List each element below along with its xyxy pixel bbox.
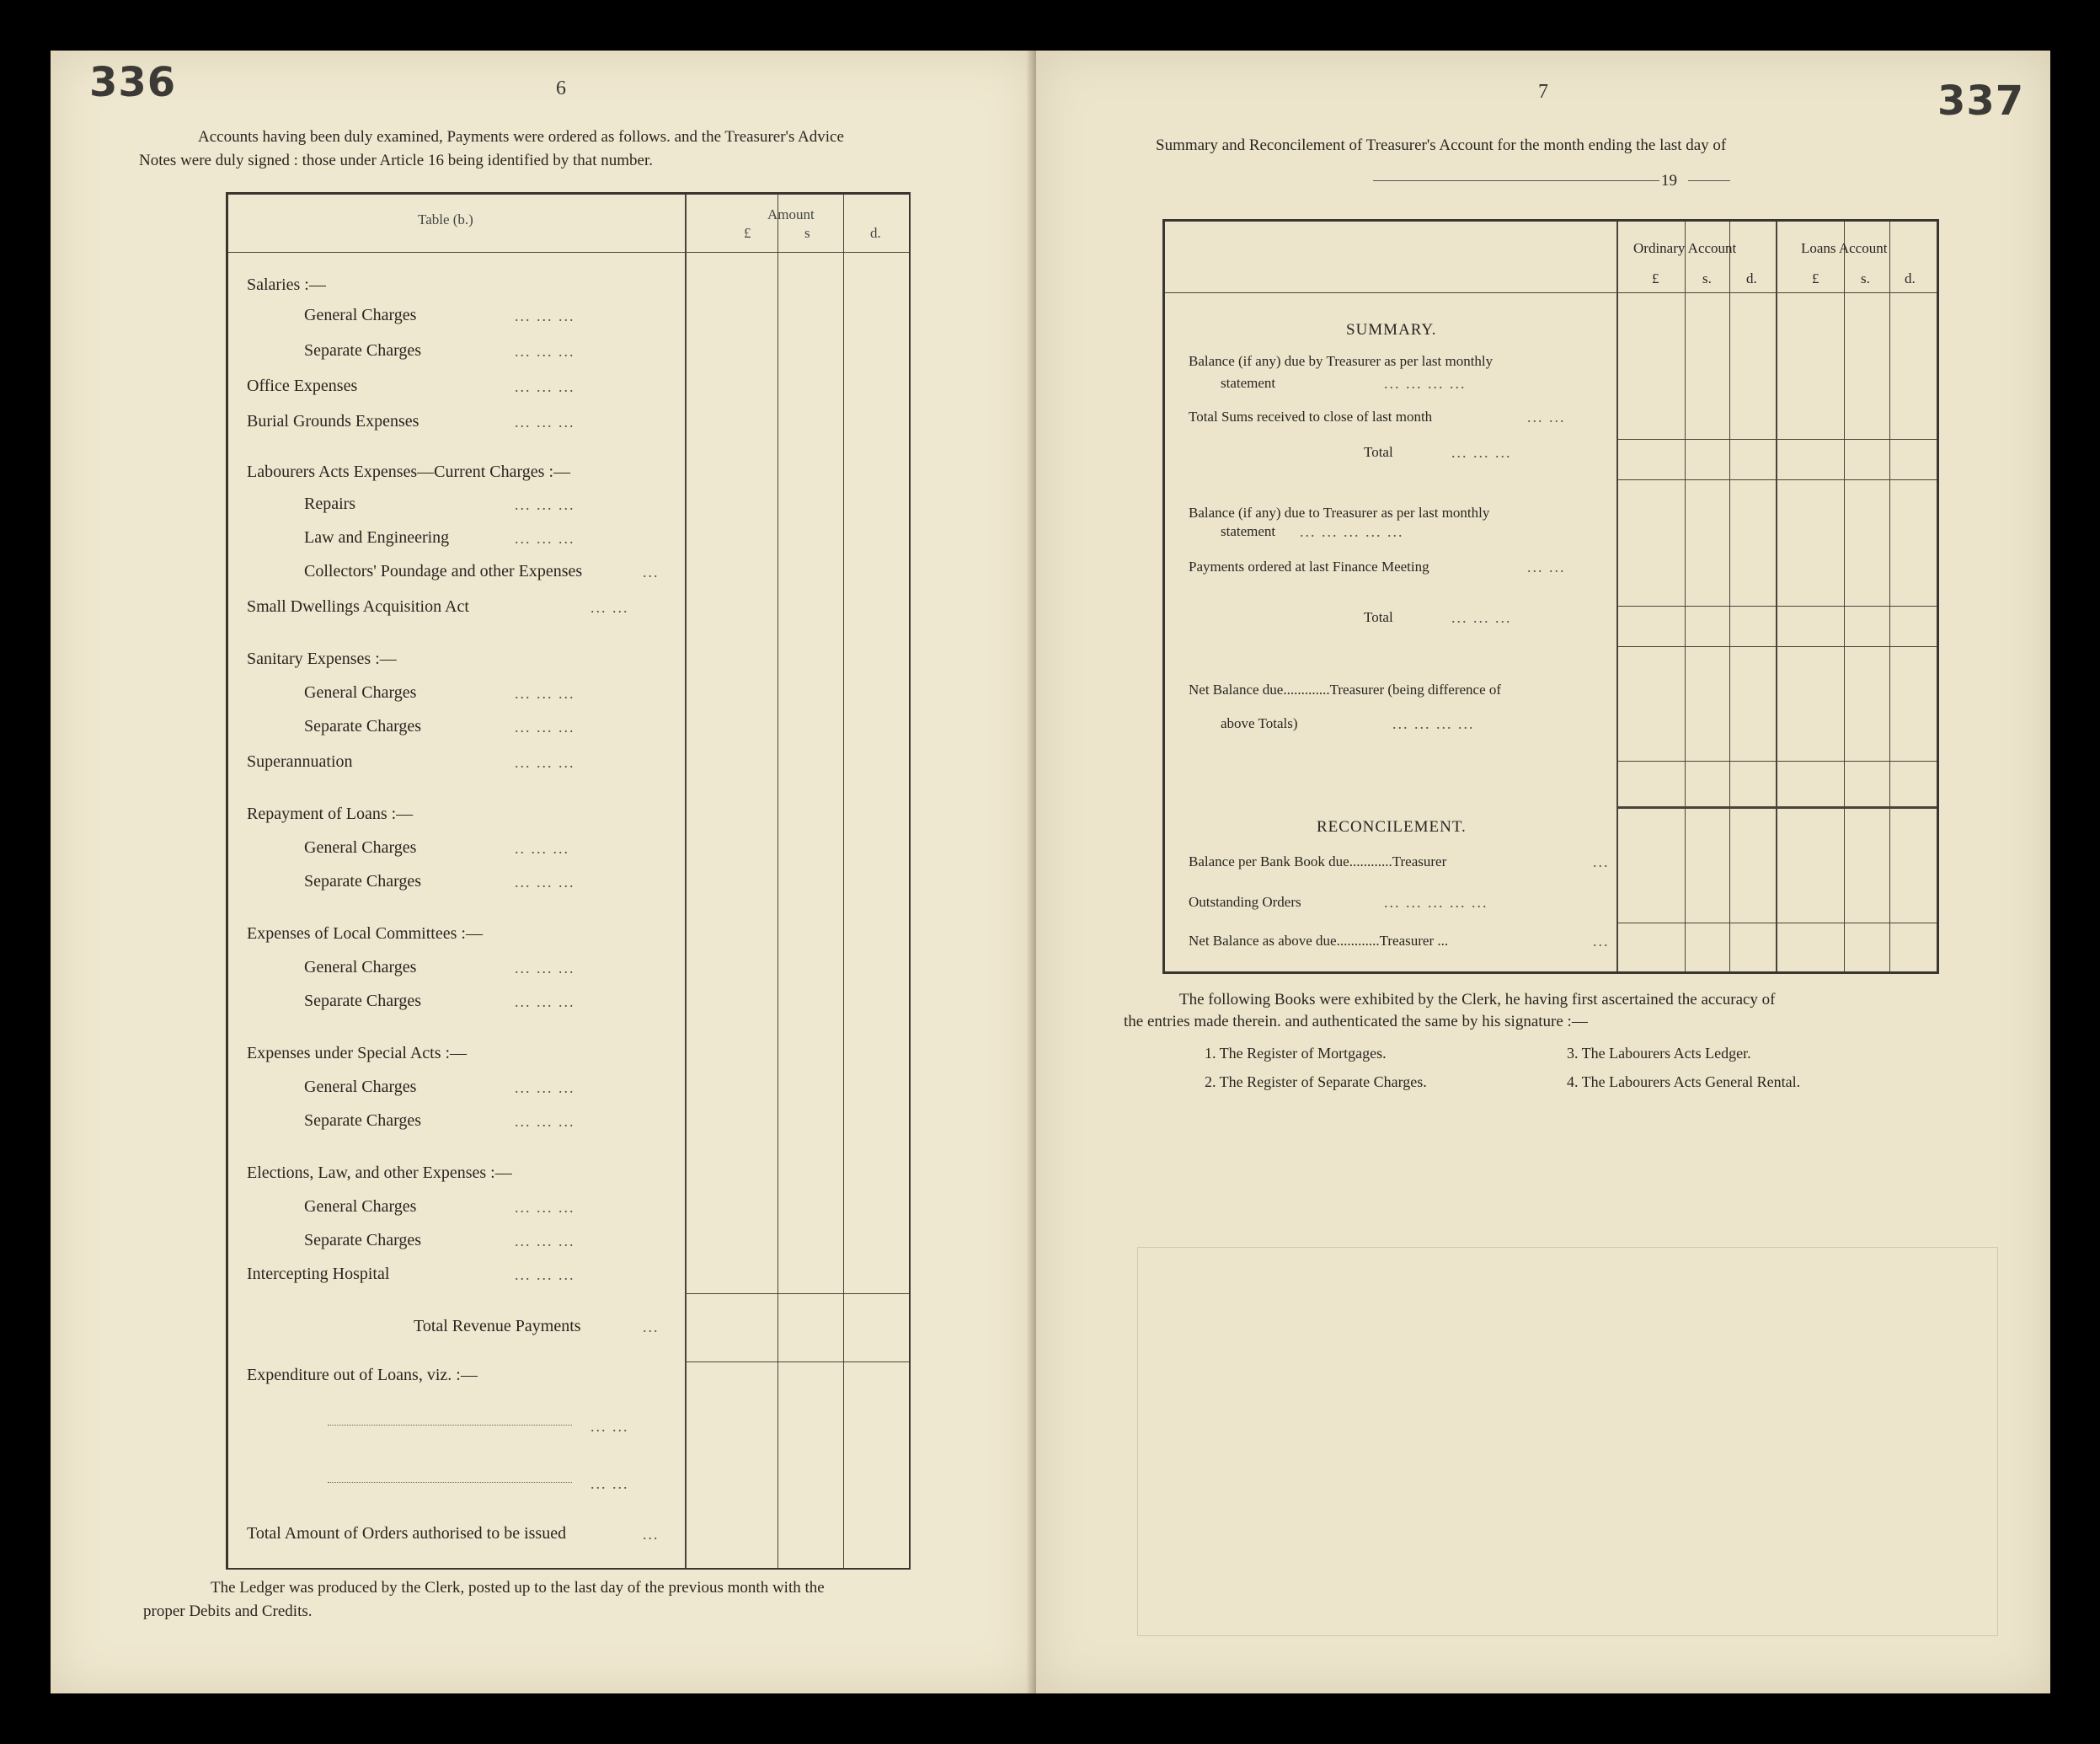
leader-dots: ... bbox=[643, 1526, 660, 1543]
col-pound: £ bbox=[744, 225, 751, 241]
table-row: General Charges bbox=[304, 1078, 417, 1096]
col-pence: d. bbox=[1905, 270, 1916, 286]
leader-dots: ... ... ... bbox=[515, 1113, 575, 1130]
intro-line-1: Accounts having been duly examined, Payments were ordered as follows. and the Treasurer's Advice bbox=[198, 128, 844, 146]
col-pence: d. bbox=[870, 225, 881, 241]
table-row: Office Expenses bbox=[247, 377, 358, 395]
footer-line-1: The Ledger was produced by the Clerk, posted up to the last day of the previous month with the bbox=[211, 1579, 825, 1597]
leader-dots: ... ... bbox=[590, 1418, 629, 1435]
leader-dots: ... ... ... ... ... bbox=[1300, 523, 1404, 540]
net-balance-line-1: Net Balance due.............Treasurer (being difference of bbox=[1189, 682, 1502, 698]
table-row: Intercepting Hospital bbox=[247, 1265, 390, 1283]
table-row: General Charges bbox=[304, 306, 417, 324]
bank-book-balance: Balance per Bank Book due............Treasurer bbox=[1189, 853, 1447, 869]
leader-dots: ... ... ... bbox=[515, 496, 575, 513]
book-item: 4. The Labourers Acts General Rental. bbox=[1567, 1073, 1801, 1090]
balance-due-to-line-2: statement bbox=[1221, 523, 1276, 539]
balance-due-to-line-1: Balance (if any) due to Treasurer as per last monthly bbox=[1189, 505, 1490, 521]
page-number: 7 bbox=[1538, 81, 1548, 103]
balance-due-by-line-2: statement bbox=[1221, 375, 1276, 391]
net-balance-line-2: above Totals) bbox=[1221, 715, 1298, 731]
book-item: 2. The Register of Separate Charges. bbox=[1205, 1073, 1427, 1090]
col-shillings: s bbox=[804, 225, 810, 241]
total-label-2: Total bbox=[1364, 609, 1393, 625]
leader-dots: ... ... ... bbox=[1451, 444, 1512, 461]
leader-dots: ... ... bbox=[590, 1475, 629, 1492]
left-page bbox=[51, 51, 1036, 1693]
leader-dots: ... ... bbox=[1527, 559, 1566, 575]
table-row: Superannuation bbox=[247, 752, 353, 771]
col-pence: d. bbox=[1746, 270, 1757, 286]
books-intro-line-2: the entries made therein. and authenticated the same by his signature :— bbox=[1124, 1013, 1588, 1030]
leader-dots: ... ... ... ... ... bbox=[1384, 894, 1488, 911]
payments-table bbox=[226, 192, 911, 1570]
col-pound: £ bbox=[1652, 270, 1659, 286]
leader-dots: ... bbox=[643, 564, 660, 580]
leader-dots: ... ... ... bbox=[515, 685, 575, 702]
summary-heading: SUMMARY. bbox=[1346, 321, 1437, 339]
table-row: General Charges bbox=[304, 958, 417, 976]
net-balance-as-above: Net Balance as above due............Treasurer ... bbox=[1189, 933, 1449, 949]
table-row: Repayment of Loans :— bbox=[247, 805, 414, 823]
table-row: Sanitary Expenses :— bbox=[247, 650, 397, 668]
balance-due-by-line-1: Balance (if any) due by Treasurer as per last monthly bbox=[1189, 353, 1494, 369]
table-row: Collectors' Poundage and other Expenses bbox=[304, 562, 583, 580]
loans-account-header: Loans Account bbox=[1801, 240, 1888, 256]
book-item: 3. The Labourers Acts Ledger. bbox=[1567, 1045, 1751, 1062]
table-row: Separate Charges bbox=[304, 872, 422, 891]
page-stamp-number: 336 bbox=[89, 59, 177, 106]
leader-dots: ... ... ... bbox=[515, 1233, 575, 1249]
blank-entry-line bbox=[328, 1482, 572, 1483]
table-row: Expenses of Local Committees :— bbox=[247, 924, 483, 943]
leader-dots: ... ... ... bbox=[515, 1266, 575, 1283]
total-sums-received: Total Sums received to close of last month bbox=[1189, 409, 1433, 425]
table-row: General Charges bbox=[304, 683, 417, 702]
table-row: Separate Charges bbox=[304, 992, 422, 1010]
leader-dots: ... bbox=[643, 1319, 660, 1335]
year-label: 19 bbox=[1661, 172, 1677, 190]
leader-dots: ... bbox=[1593, 853, 1610, 870]
leader-dots: ... ... ... ... bbox=[1392, 715, 1475, 732]
summary-title: Summary and Reconcilement of Treasurer's Account for the month ending the last day of bbox=[1156, 136, 1727, 154]
leader-dots: ... ... ... bbox=[515, 754, 575, 771]
leader-dots: ... ... ... bbox=[515, 414, 575, 431]
year-blank-line bbox=[1688, 180, 1730, 181]
table-row: Labourers Acts Expenses—Current Charges :— bbox=[247, 463, 570, 481]
leader-dots: ... ... ... bbox=[515, 530, 575, 547]
leader-dots: ... ... ... bbox=[515, 719, 575, 736]
total-revenue-label: Total Revenue Payments bbox=[414, 1317, 581, 1335]
leader-dots: ... ... ... ... bbox=[1384, 375, 1467, 392]
leader-dots: ... ... ... bbox=[515, 960, 575, 976]
table-row: General Charges bbox=[304, 1197, 417, 1216]
leader-dots: ... ... ... bbox=[1451, 609, 1512, 626]
table-row: Separate Charges bbox=[304, 1111, 422, 1130]
amount-header: Amount bbox=[767, 206, 815, 222]
reconcilement-table bbox=[1162, 219, 1939, 974]
leader-dots: ... ... ... bbox=[515, 343, 575, 360]
table-row: Expenditure out of Loans, viz. :— bbox=[247, 1366, 478, 1384]
blank-entry-line bbox=[328, 1425, 572, 1426]
table-header-label: Table (b.) bbox=[418, 211, 473, 227]
table-row: General Charges bbox=[304, 838, 417, 857]
reconcilement-heading: RECONCILEMENT. bbox=[1317, 818, 1467, 836]
leader-dots: ... ... ... bbox=[515, 1199, 575, 1216]
table-row: Repairs bbox=[304, 495, 356, 513]
leader-dots: ... ... ... bbox=[515, 1079, 575, 1096]
total-orders-label: Total Amount of Orders authorised to be issued bbox=[247, 1524, 567, 1543]
intro-line-2: Notes were duly signed : those under Article 16 being identified by that number. bbox=[139, 152, 653, 169]
table-row: Small Dwellings Acquisition Act bbox=[247, 597, 469, 616]
col-shillings: s. bbox=[1702, 270, 1712, 286]
col-pound: £ bbox=[1812, 270, 1819, 286]
table-row: Separate Charges bbox=[304, 717, 422, 736]
leader-dots: ... ... ... bbox=[515, 874, 575, 891]
table-row: Expenses under Special Acts :— bbox=[247, 1044, 468, 1062]
leader-dots: ... ... bbox=[1527, 409, 1566, 425]
page-number: 6 bbox=[556, 78, 566, 99]
leader-dots: .. ... ... bbox=[515, 840, 569, 857]
ordinary-account-header: Ordinary Account bbox=[1633, 240, 1737, 256]
leader-dots: ... bbox=[1593, 933, 1610, 950]
table-row: Separate Charges bbox=[304, 1231, 422, 1249]
leader-dots: ... ... ... bbox=[515, 993, 575, 1010]
page-stamp-number: 337 bbox=[1937, 78, 2025, 125]
table-row: Burial Grounds Expenses bbox=[247, 412, 419, 431]
book-item: 1. The Register of Mortgages. bbox=[1205, 1045, 1387, 1062]
leader-dots: ... ... ... bbox=[515, 308, 575, 324]
table-row: Salaries :— bbox=[247, 276, 326, 294]
footer-line-2: proper Debits and Credits. bbox=[143, 1602, 313, 1620]
col-shillings: s. bbox=[1861, 270, 1870, 286]
leader-dots: ... ... ... bbox=[515, 378, 575, 395]
date-blank-line bbox=[1373, 180, 1659, 181]
outstanding-orders: Outstanding Orders bbox=[1189, 894, 1301, 910]
show-through-frame bbox=[1137, 1247, 1998, 1636]
payments-ordered: Payments ordered at last Finance Meeting bbox=[1189, 559, 1429, 575]
table-row: Separate Charges bbox=[304, 341, 422, 360]
total-label-1: Total bbox=[1364, 444, 1393, 460]
table-row: Elections, Law, and other Expenses :— bbox=[247, 1164, 512, 1182]
leader-dots: ... ... bbox=[590, 599, 629, 616]
right-page bbox=[1036, 51, 2050, 1693]
books-intro-line-1: The following Books were exhibited by the Clerk, he having first ascertained the accuracy of bbox=[1179, 991, 1776, 1008]
table-row: Law and Engineering bbox=[304, 528, 450, 547]
